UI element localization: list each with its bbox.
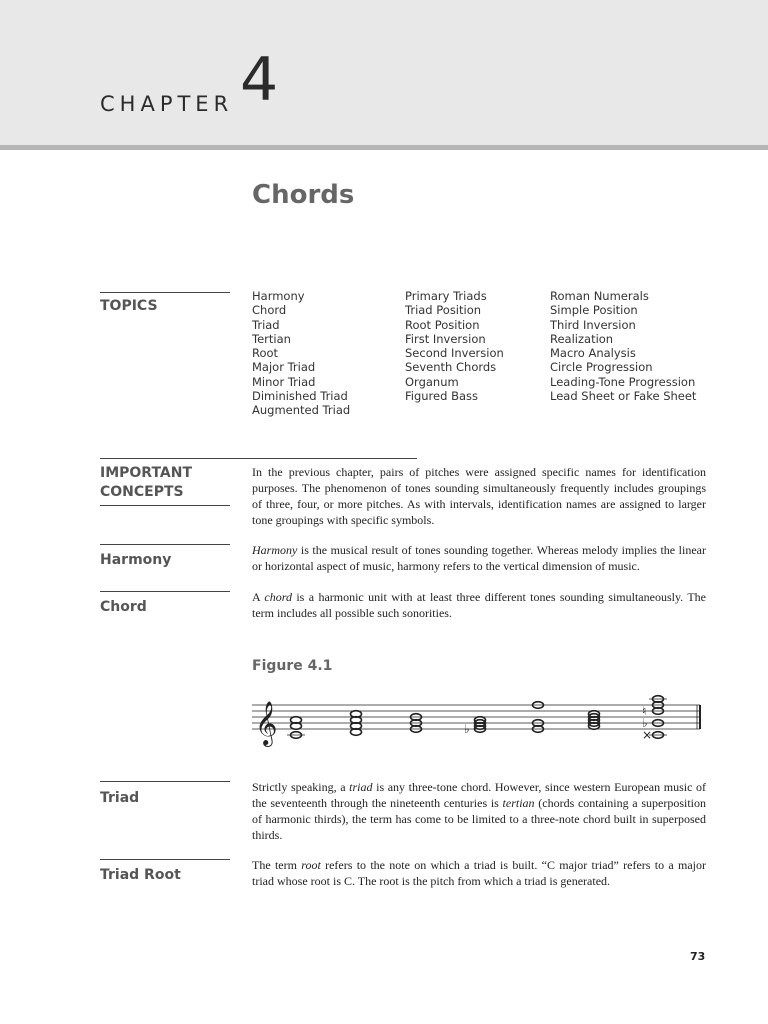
concepts-intro-paragraph: In the previous chapter, pairs of pitches were assigned specific names for identification purposes. The phenomenon of tones sounding simultaneously frequently includes groupings of three, four, or more pitches. As with intervals, identification names are assigned to larger tone groupings with specific symbols.: [252, 465, 706, 527]
triad-term: triad: [349, 780, 373, 794]
topic-item: Augmented Triad: [252, 403, 351, 418]
topic-item: Lead Sheet or Fake Sheet: [550, 389, 697, 404]
topic-item: Third Inversion: [550, 317, 636, 332]
concepts-rule: [100, 458, 417, 459]
topic-item: Seventh Chords: [405, 360, 497, 375]
topic-item: Root: [252, 346, 279, 361]
chord: [464, 717, 486, 736]
treble-clef-icon: 𝄞: [255, 701, 278, 745]
topic-item: Leading-Tone Progression: [550, 374, 696, 389]
flat-accidental-icon: ♭: [642, 716, 648, 730]
topics-column-2: [405, 289, 504, 403]
chord-term: chord: [264, 590, 292, 604]
figure-title: Figure 4.1: [252, 658, 333, 674]
topic-item: Realization: [550, 331, 614, 346]
chord: [351, 711, 362, 736]
harmony-rule: [100, 544, 230, 545]
topic-item: Harmony: [252, 289, 305, 303]
triad-text-middle: is any three-tone chord. However, since western European music of the seventeenth through the nineteenth centuries is: [252, 780, 706, 810]
topic-item: Circle Progression: [550, 360, 653, 375]
triad-root-text-after: refers to the note on which a triad is built. “C major triad” refers to a major triad whose root is C. The root is the pitch from which a triad is generated.: [252, 858, 706, 888]
harmony-text: is the musical result of tones sounding together. Whereas melody implies the linear or horizontal aspect of music, harmony refers to the vertical dimension of music.: [252, 543, 706, 573]
header-divider: [0, 145, 768, 150]
chord-label: Chord: [100, 599, 147, 615]
triad-text-after: (chords containing a superposition of harmonic thirds), the term has come to be limited to a three-note chord built in superposed thirds.: [252, 796, 707, 842]
flat-accidental-icon: ♭: [464, 722, 470, 736]
topic-item: Diminished Triad: [252, 389, 348, 404]
topic-item: Macro Analysis: [550, 346, 636, 361]
chapter-header-band: [0, 0, 768, 145]
chord-paragraph: [252, 589, 706, 621]
topic-item: First Inversion: [405, 331, 486, 346]
topics-label: TOPICS: [100, 298, 158, 314]
topic-item: Organum: [405, 374, 459, 389]
triad-text-before: Strictly speaking, a: [252, 780, 350, 794]
topic-item: Root Position: [405, 317, 480, 332]
triad-root-rule: [100, 859, 230, 860]
chord-group: [287, 696, 667, 742]
double-sharp-accidental-icon: ×: [642, 728, 653, 742]
topics-column-3: [550, 289, 696, 403]
triad-label: Triad: [100, 790, 140, 806]
topic-item: Triad Position: [405, 303, 482, 318]
harmony-term: Harmony: [252, 543, 298, 557]
topic-item: Roman Numerals: [550, 289, 649, 303]
chapter-title: Chords: [252, 180, 355, 210]
topic-item: Primary Triads: [405, 289, 487, 303]
natural-accidental-icon: ♮: [642, 704, 647, 718]
topic-item: Chord: [252, 303, 287, 318]
topics-column-1: [252, 289, 350, 418]
triad-root-label: Triad Root: [100, 867, 181, 883]
root-term: root: [301, 858, 321, 872]
concepts-label: [100, 464, 192, 502]
topic-item: Major Triad: [252, 360, 316, 375]
concepts-label-line-1: IMPORTANT: [100, 465, 193, 481]
triad-root-text-before: The term: [252, 858, 302, 872]
triad-root-paragraph: [252, 857, 706, 889]
tertian-term: tertian: [502, 796, 535, 810]
harmony-paragraph: [252, 542, 706, 574]
chord: [642, 696, 667, 742]
topic-item: Minor Triad: [252, 374, 316, 389]
chapter-word: CHAPTER: [100, 92, 234, 116]
chord-text-after: is a harmonic unit with at least three different tones sounding simultaneously. The term includes all possible such sonorities.: [252, 590, 706, 620]
triad-paragraph: [252, 779, 706, 843]
concepts-label-line-2: CONCEPTS: [100, 484, 184, 500]
chord-rule: [100, 591, 230, 592]
topic-item: Triad: [252, 317, 280, 332]
topic-item: Second Inversion: [405, 346, 504, 361]
music-staff-figure: [252, 680, 712, 750]
concepts-bottom-rule: [100, 505, 230, 506]
page-number: 73: [690, 950, 706, 963]
chord-text-before: A: [252, 590, 265, 604]
topic-item: Tertian: [252, 331, 291, 346]
chord: [589, 711, 600, 730]
topic-item: Simple Position: [550, 303, 638, 318]
chapter-number: 4: [240, 45, 279, 115]
treble-clef-icon: [255, 701, 277, 747]
topic-item: Figured Bass: [405, 389, 478, 404]
topics-rule: [100, 292, 230, 293]
triad-rule: [100, 781, 230, 782]
harmony-label: Harmony: [100, 552, 172, 568]
chord: [287, 717, 305, 739]
